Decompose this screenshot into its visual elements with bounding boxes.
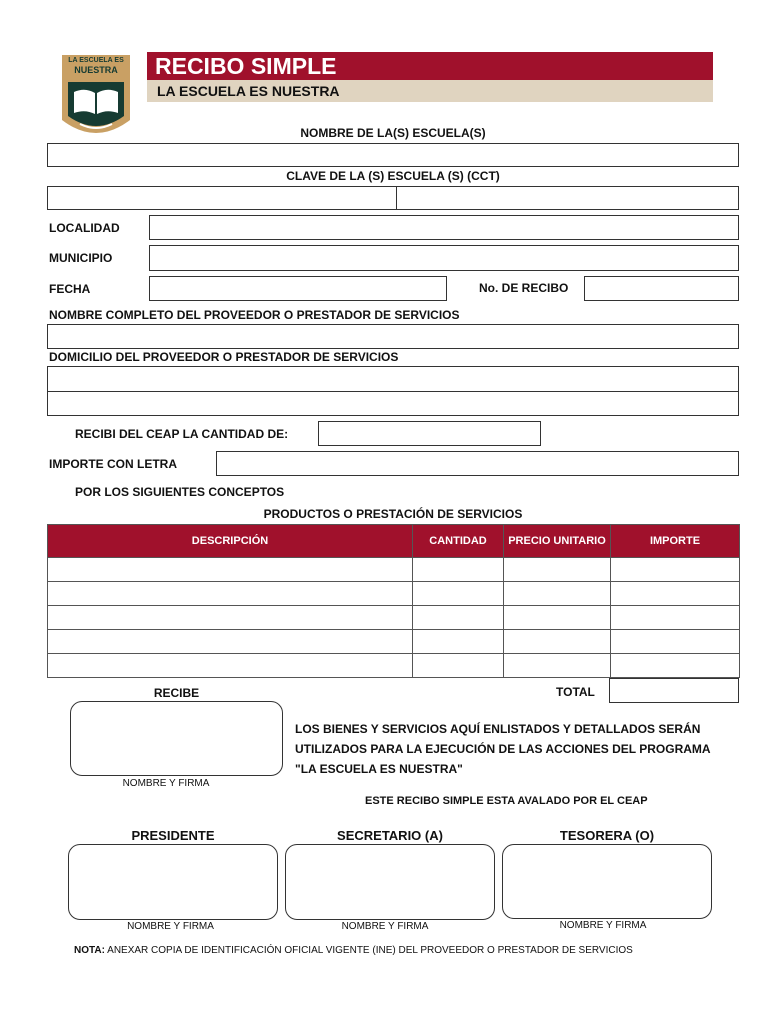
date-field[interactable] [149, 276, 447, 301]
total-label: TOTAL [556, 685, 595, 699]
table-row [48, 630, 740, 654]
table-cell[interactable] [504, 558, 611, 582]
table-cell[interactable] [413, 606, 504, 630]
statement-line-2: UTILIZADOS PARA LA EJECUCIÓN DE LAS ACCIONES DEL PROGRAMA [295, 742, 711, 756]
school-names-field[interactable] [47, 143, 739, 167]
receipt-number-field[interactable] [584, 276, 739, 301]
provider-address-field-2[interactable] [47, 391, 739, 416]
title-bar [147, 52, 713, 80]
ceap-endorsement: ESTE RECIBO SIMPLE ESTA AVALADO POR EL CEAP [365, 795, 648, 807]
concepts-label: POR LOS SIGUIENTES CONCEPTOS [75, 485, 285, 499]
received-amount-label: RECIBI DEL CEAP LA CANTIDAD DE: [75, 427, 289, 441]
table-cell[interactable] [611, 582, 740, 606]
products-title: PRODUCTOS O PRESTACIÓN DE SERVICIOS [263, 507, 523, 521]
page-title: RECIBO SIMPLE [155, 53, 337, 79]
provider-address-field-1[interactable] [47, 366, 739, 392]
president-title: PRESIDENTE [131, 828, 215, 843]
table-cell[interactable] [413, 558, 504, 582]
subtitle-bar [147, 80, 713, 102]
logo-text-line1: LA ESCUELA ES [68, 57, 124, 64]
table-cell[interactable] [611, 630, 740, 654]
secretary-title: SECRETARIO (A) [337, 828, 443, 843]
table-cell[interactable] [504, 630, 611, 654]
total-field[interactable] [609, 678, 739, 703]
table-cell[interactable] [48, 606, 413, 630]
school-key-field-1[interactable] [47, 186, 397, 210]
table-cell[interactable] [48, 654, 413, 678]
municipality-field[interactable] [149, 245, 739, 271]
locality-label: LOCALIDAD [49, 221, 120, 235]
table-row [48, 606, 740, 630]
school-key-field-2[interactable] [396, 186, 739, 210]
secretary-caption: NOMBRE Y FIRMA [341, 921, 429, 932]
table-row [48, 582, 740, 606]
footer-note [74, 945, 633, 956]
municipality-label: MUNICIPIO [49, 251, 113, 265]
table-row [48, 558, 740, 582]
recibe-signature-box[interactable] [70, 701, 283, 776]
table-cell[interactable] [611, 606, 740, 630]
provider-name-label: NOMBRE COMPLETO DEL PROVEEDOR O PRESTADOR DE SERVICIOS [49, 308, 460, 322]
table-cell[interactable] [413, 654, 504, 678]
table-cell[interactable] [48, 582, 413, 606]
school-key-label: CLAVE DE LA (S) ESCUELA (S) (CCT) [286, 169, 500, 183]
table-cell[interactable] [504, 582, 611, 606]
table-cell[interactable] [611, 654, 740, 678]
statement-line-1: LOS BIENES Y SERVICIOS AQUÍ ENLISTADOS Y DETALLADOS SERÁN [295, 722, 701, 736]
amount-in-words-label: IMPORTE CON LETRA [49, 457, 177, 471]
statement-line-3: "LA ESCUELA ES NUESTRA" [295, 762, 463, 776]
amount-in-words-field[interactable] [216, 451, 739, 476]
items-table [47, 524, 740, 678]
provider-address-label: DOMICILIO DEL PROVEEDOR O PRESTADOR DE SERVICIOS [49, 350, 399, 364]
treasurer-title: TESORERA (O) [559, 828, 655, 843]
secretary-signature-box[interactable] [285, 844, 495, 920]
table-header-row [48, 525, 740, 558]
treasurer-caption: NOMBRE Y FIRMA [559, 920, 647, 931]
page-subtitle: LA ESCUELA ES NUESTRA [157, 83, 340, 99]
note-prefix: NOTA: [74, 945, 105, 956]
note-text: ANEXAR COPIA DE IDENTIFICACIÓN OFICIAL VIGENTE (INE) DEL PROVEEDOR O PRESTADOR DE SERVICIOS [104, 945, 633, 956]
usage-statement [295, 719, 711, 779]
school-names-label: NOMBRE DE LA(S) ESCUELA(S) [300, 126, 486, 140]
president-signature-box[interactable] [68, 844, 278, 920]
logo-text-line2: NUESTRA [74, 65, 118, 75]
table-cell[interactable] [611, 558, 740, 582]
column-header-description: DESCRIPCIÓN [48, 525, 413, 558]
table-cell[interactable] [413, 582, 504, 606]
provider-name-field[interactable] [47, 324, 739, 349]
president-caption: NOMBRE Y FIRMA [127, 921, 214, 932]
receipt-number-label: No. DE RECIBO [479, 281, 569, 295]
received-amount-field[interactable] [318, 421, 541, 446]
table-cell[interactable] [413, 630, 504, 654]
table-cell[interactable] [48, 630, 413, 654]
recibe-caption: NOMBRE Y FIRMA [122, 778, 210, 789]
table-cell[interactable] [504, 606, 611, 630]
column-header-unit-price: PRECIO UNITARIO [504, 525, 611, 558]
table-cell[interactable] [48, 558, 413, 582]
treasurer-signature-box[interactable] [502, 844, 712, 919]
date-label: FECHA [49, 282, 91, 296]
column-header-amount: IMPORTE [611, 525, 740, 558]
column-header-quantity: CANTIDAD [413, 525, 504, 558]
table-row [48, 654, 740, 678]
table-cell[interactable] [504, 654, 611, 678]
recibe-title: RECIBE [153, 686, 200, 700]
locality-field[interactable] [149, 215, 739, 240]
